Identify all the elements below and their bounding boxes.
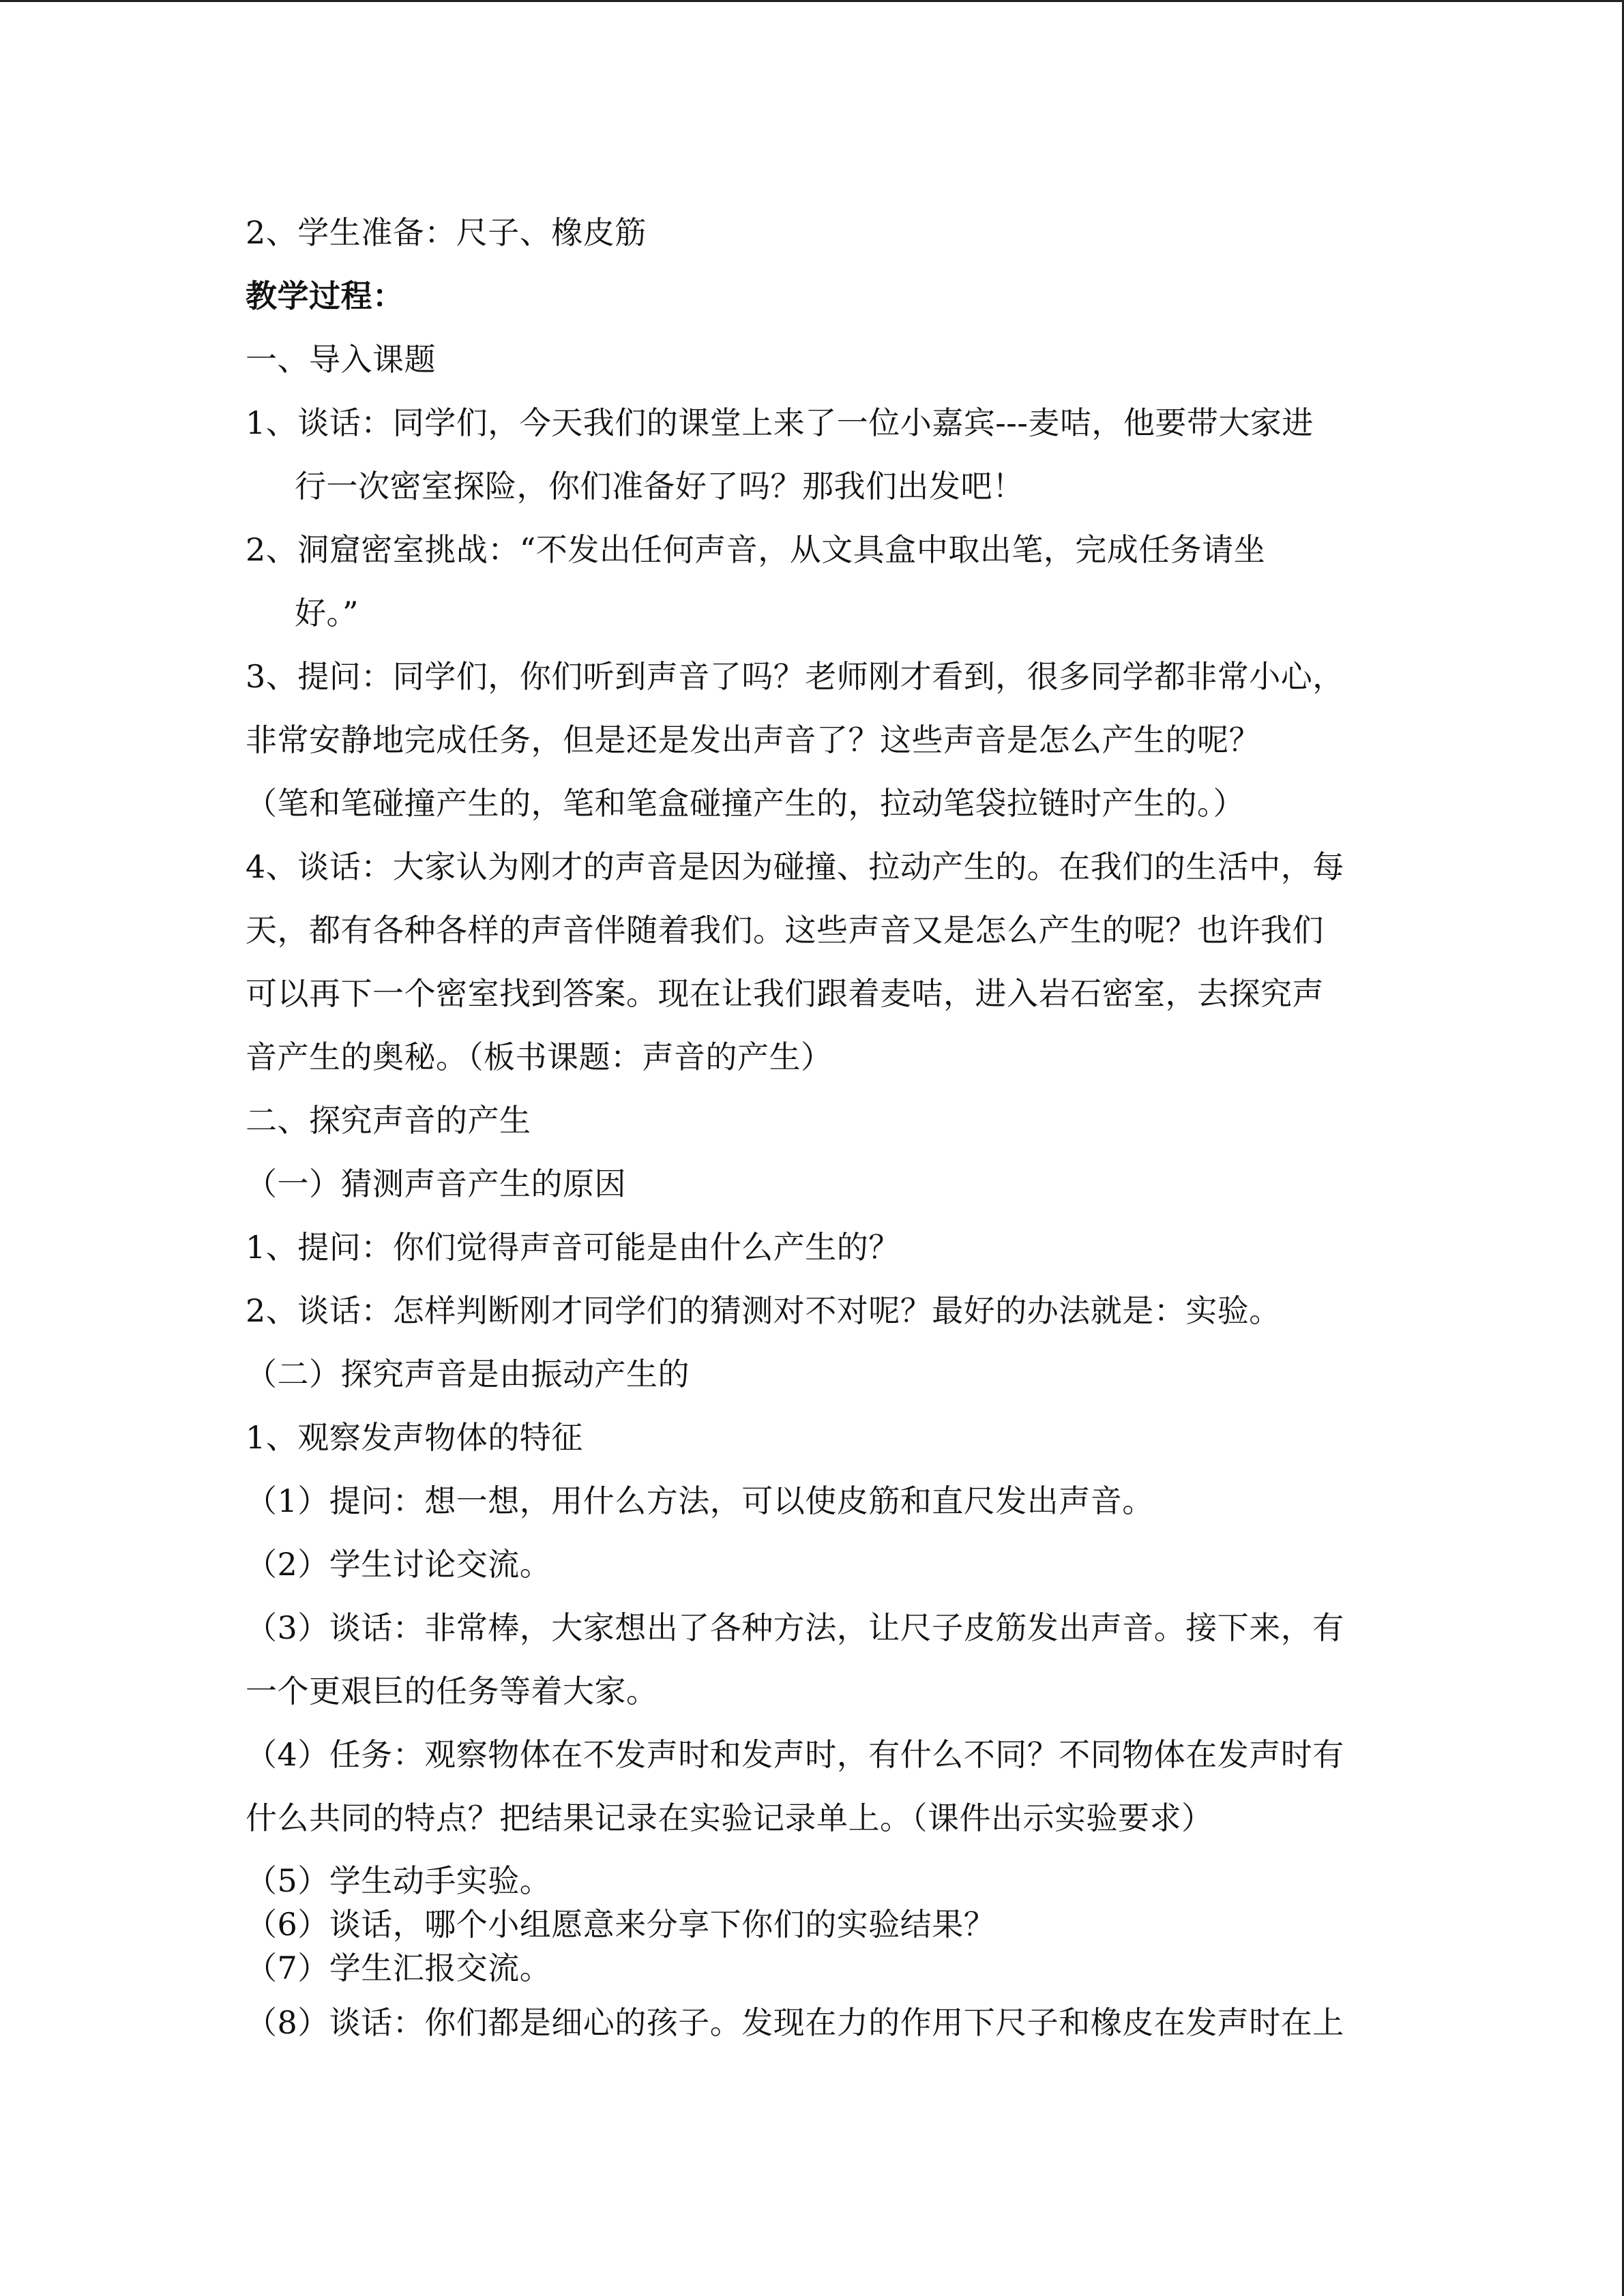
paragraph-line: 1、观察发声物体的特征 — [246, 1419, 583, 1456]
paragraph-line: 2、谈话：怎样判断刚才同学们的猜测对不对呢？最好的办法就是：实验。 — [246, 1292, 1281, 1329]
paragraph-line: 行一次密室探险，你们准备好了吗？那我们出发吧！ — [295, 468, 1024, 505]
paragraph-line: （2）学生讨论交流。 — [246, 1546, 552, 1583]
paragraph-line: 一个更艰巨的任务等着大家。 — [246, 1673, 658, 1710]
subsection-heading: （一）猜测声音产生的原因 — [246, 1165, 626, 1202]
paragraph-line: 1、提问：你们觉得声音可能是由什么产生的？ — [246, 1229, 900, 1266]
paragraph-line: （4）任务：观察物体在不发声时和发声时，有什么不同？不同物体在发声时有 — [246, 1736, 1344, 1773]
paragraph-line: 4、谈话：大家认为刚才的声音是因为碰撞、拉动产生的。在我们的生活中，每 — [246, 848, 1344, 885]
paragraph-line: （6）谈话，哪个小组愿意来分享下你们的实验结果？ — [246, 1906, 996, 1943]
paragraph-line: 可以再下一个密室找到答案。现在让我们跟着麦咭，进入岩石密室，去探究声 — [246, 975, 1324, 1012]
paragraph-line: （7）学生汇报交流。 — [246, 1950, 552, 1986]
paragraph-line: 天，都有各种各样的声音伴随着我们。这些声音又是怎么产生的呢？也许我们 — [246, 912, 1324, 949]
paragraph-line: 1、谈话：同学们，今天我们的课堂上来了一位小嘉宾---麦咭，他要带大家进 — [246, 404, 1314, 441]
subsection-heading: （二）探究声音是由振动产生的 — [246, 1356, 690, 1392]
paragraph-line: 音产生的奥秘。（板书课题：声音的产生） — [246, 1039, 833, 1075]
paragraph-line: （1）提问：想一想，用什么方法，可以使皮筋和直尺发出声音。 — [246, 1482, 1154, 1519]
paragraph-line: （5）学生动手实验。 — [246, 1862, 552, 1899]
paragraph-line: 非常安静地完成任务，但是还是发出声音了？这些声音是怎么产生的呢？ — [246, 721, 1260, 758]
paragraph-line: （笔和笔碰撞产生的，笔和笔盒碰撞产生的，拉动笔袋拉链时产生的。） — [246, 785, 1245, 822]
paragraph-line: （8）谈话：你们都是细心的孩子。发现在力的作用下尺子和橡皮在发声时在上 — [246, 2004, 1344, 2041]
paragraph-line: （3）谈话：非常棒，大家想出了各种方法，让尺子皮筋发出声音。接下来，有 — [246, 1609, 1344, 1646]
paragraph-line: 好。” — [295, 595, 359, 631]
paragraph-line: 什么共同的特点？把结果记录在实验记录单上。（课件出示实验要求） — [246, 1800, 1213, 1836]
paragraph-line: 3、提问：同学们，你们听到声音了吗？老师刚才看到，很多同学都非常小心， — [246, 658, 1344, 695]
heading-teaching-process: 教学过程： — [246, 278, 404, 314]
page-top-border — [0, 0, 1624, 2]
section-heading-explore-sound: 二、探究声音的产生 — [246, 1102, 531, 1139]
text-line-student-preparation: 2、学生准备：尺子、橡皮筋 — [246, 214, 647, 251]
paragraph-line: 2、洞窟密室挑战：“不发出任何声音，从文具盒中取出笔，完成任务请坐 — [246, 531, 1266, 568]
section-heading-introduction: 一、导入课题 — [246, 341, 436, 378]
